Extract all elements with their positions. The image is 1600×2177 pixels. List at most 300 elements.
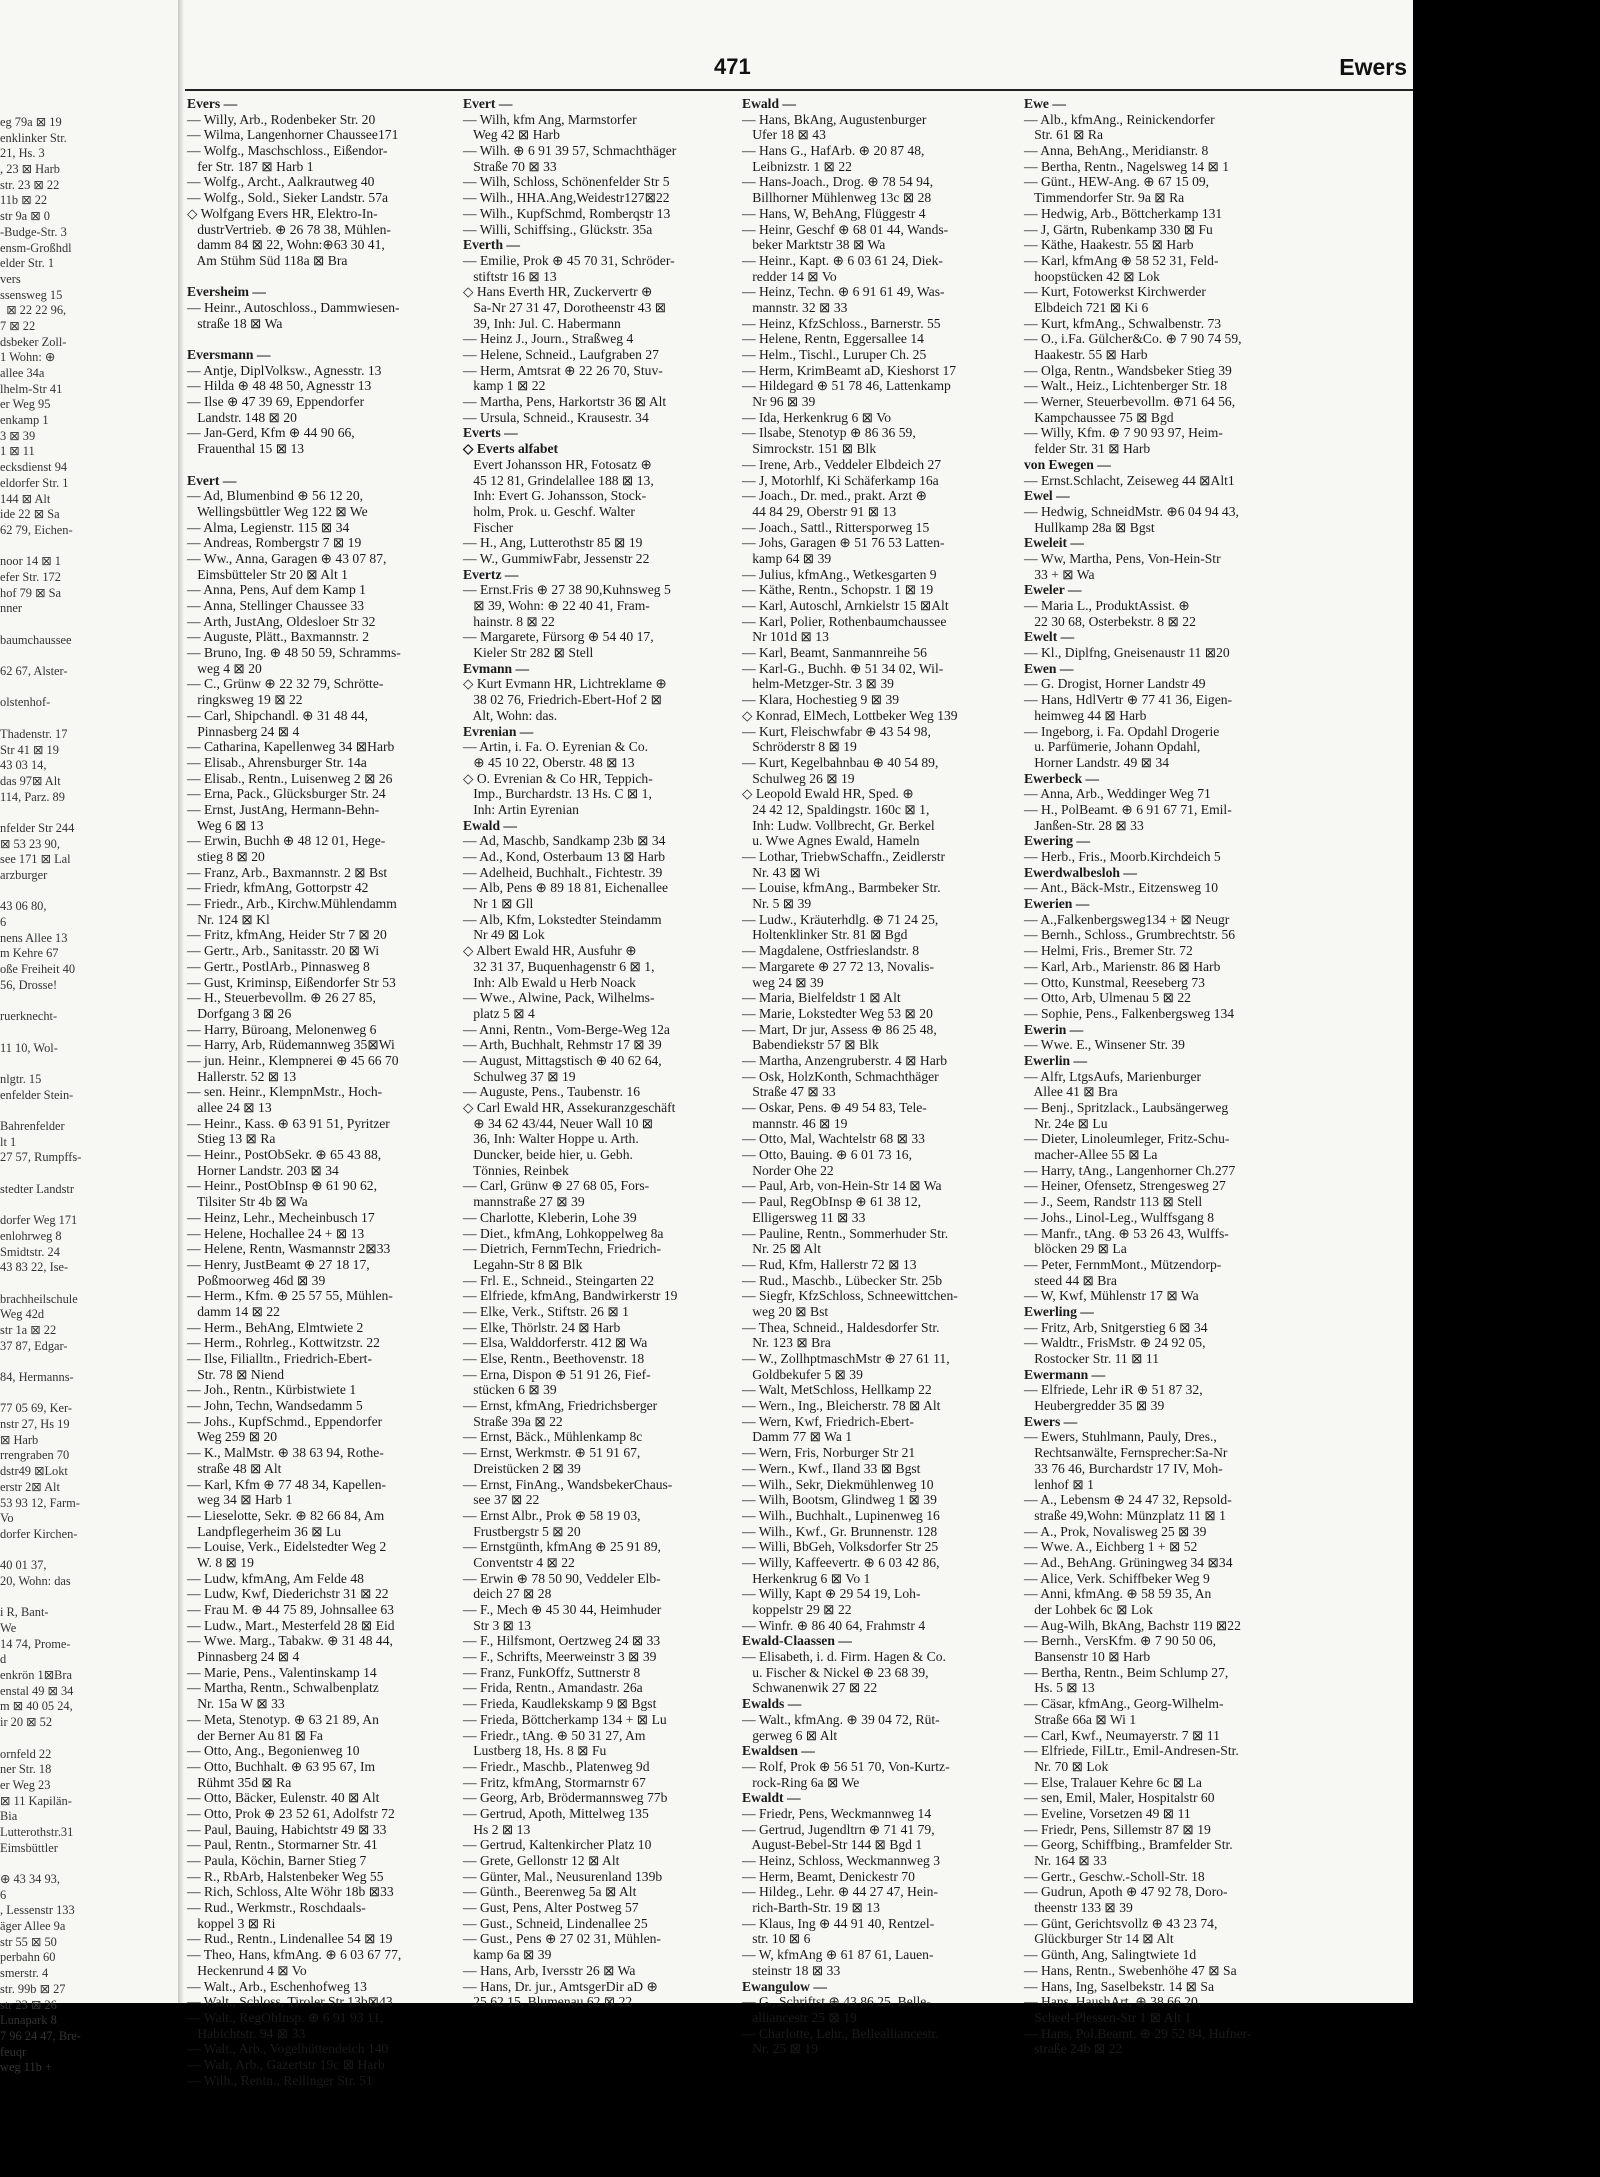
directory-entry-line: str 55 ⊠ 50 [0,1934,57,1949]
directory-entry-line: — Walt., Heiz., Lichtenberger Str. 18 [1024,378,1228,394]
directory-entry-line: — Günter, Mal., Neusurenland 139b [463,1868,663,1884]
directory-entry-line: — Elisab., Ahrensburger Str. 14a [187,754,367,770]
directory-entry-line: — Ernstgünth, kfmAng ⊕ 25 91 89, [463,1539,661,1555]
directory-entry-line: Ewald — [742,96,797,111]
directory-entry-line: Inh: Ludw. Vollbrecht, Gr. Berkel [742,817,935,833]
directory-entry-line: ⊠ 11 Kapilän- [0,1793,72,1808]
directory-entry-line: Eversheim — [187,284,266,300]
directory-entry-line: Ewering — [1024,833,1091,849]
directory-entry-line: Evert Johansson HR, Fotosatz ⊕ [463,456,652,472]
directory-entry-line: — Herm, Amtsrat ⊕ 22 26 70, Stuv- [463,362,663,378]
directory-entry-line: — Klara, Hochestieg 9 ⊠ 39 [742,692,900,708]
directory-entry-line: 144 ⊠ Alt [0,491,51,506]
directory-entry-line: u. Parfümerie, Johann Opdahl, [1024,739,1201,755]
directory-entry-line: — Georg, Arb, Brödermannsweg 77b [463,1790,668,1806]
directory-entry-line: Tilsiter Str 4b ⊠ Wa [187,1194,308,1210]
directory-entry-line: — Wern., Kwf., Iland 33 ⊠ Bgst [742,1460,921,1476]
directory-entry-line: Nr. 5 ⊠ 39 [742,896,812,912]
directory-entry-line: — Wwe. A., Eichberg 1 + ⊠ 52 [1024,1539,1198,1555]
directory-entry-line: Nr 101d ⊠ 13 [742,629,829,645]
directory-entry-line [0,805,178,821]
directory-entry-line: Ewald — [463,817,518,833]
directory-entry-line: — Wilh., Rentn., Rellinger Str. 51 [187,2072,373,2088]
directory-entry-line: Lustberg 18, Hs. 8 ⊠ Fu [463,1743,607,1759]
directory-entry-line: — Hildegard ⊕ 51 78 46, Lattenkamp [742,378,951,394]
directory-entry-line: — Wern, Fris, Norburger Str 21 [742,1445,916,1461]
directory-entry-line: Schulweg 37 ⊠ 19 [463,1068,576,1084]
directory-entry-line: — Günt, Gerichtsvollz ⊕ 43 23 74, [1024,1915,1218,1931]
directory-entry-line: äger Allee 9a [0,1919,66,1934]
directory-entry-line: Rechtsanwälte, Fernsprecher:Sa-Nr [1024,1445,1228,1461]
directory-entry-line: ◇ Carl Ewald HR, Assekuranzgeschäft [463,1100,676,1115]
directory-entry-line: ◇ Wolfgang Evers HR, Elektro-In- [187,205,378,221]
directory-entry-line: — Ernst, kfmAng, Friedrichsberger [463,1398,658,1414]
directory-entry-line [0,1056,178,1072]
directory-entry-line: — C., Grünw ⊕ 22 32 79, Schrötte- [187,676,384,692]
directory-entry-line: Inh: Evert G. Johansson, Stock- [463,488,647,504]
directory-entry-line: — W., ZollhptmaschMstr ⊕ 27 61 11, [742,1351,950,1366]
directory-entry-line: 62 79, Eichen- [0,522,73,537]
directory-entry-line: — O., i.Fa. Gülcher&Co. ⊕ 7 90 74 59, [1024,331,1242,347]
directory-entry-line: see 171 ⊠ Lal [0,852,71,867]
directory-entry-line: mannstr. 32 ⊠ 33 [742,299,848,315]
directory-entry-line: — Helene, Rentn, Wasmannstr 2⊠33 [187,1241,391,1257]
directory-entry-line: Babendiekstr 57 ⊠ Blk [742,1037,879,1053]
directory-entry-line: — W, kfmAng ⊕ 61 87 61, Lauen- [742,1947,934,1963]
directory-entry-line [0,1197,178,1213]
directory-entry-line: Ewermann — [1024,1366,1106,1382]
directory-entry-line [0,648,178,664]
directory-entry-line: — Ilse, Filialltn., Friedrich-Ebert- [187,1351,372,1366]
directory-entry-line: 32 31 37, Buquenhagenstr 6 ⊠ 1, [463,958,655,974]
directory-entry-line: — Hildeg., Lehr. ⊕ 44 27 47, Hein- [742,1884,939,1900]
directory-entry-line: — Wilma, Langenhorner Chaussee171 [187,127,399,143]
directory-entry-line: Thadenstr. 17 [0,726,68,741]
directory-entry-line: enkamp 1 [0,413,49,428]
directory-entry-line: — F., Mech ⊕ 45 30 44, Heimhuder [463,1602,662,1617]
directory-entry-line: 77 05 69, Ker- [0,1401,73,1416]
directory-entry-line: — Walt., Arb., Vogelhüttendeich 140 [187,2041,389,2057]
directory-entry-line: Am Stühm Süd 118a ⊠ Bra [187,252,348,268]
directory-entry-line: — Frida, Rentn., Amandastr. 26a [463,1680,643,1696]
directory-entry-line: — Joach., Dr. med., prakt. Arzt ⊕ [742,488,928,504]
directory-entry-line: Schwanenwik 27 ⊠ 22 [742,1680,878,1696]
directory-entry-line: str 1a ⊠ 22 [0,1322,57,1337]
directory-entry-line: — Ludw, Kwf, Diederichstr 31 ⊠ 22 [187,1586,389,1602]
directory-entry-line: weg 11b + [0,2060,52,2075]
directory-entry-line: — Mart, Dr jur, Assess ⊕ 86 25 48, [742,1021,937,1037]
directory-entry-line: — Winfr. ⊕ 86 40 64, Frahmstr 4 [742,1617,926,1633]
directory-entry-line: nfelder Str 244 [0,820,75,835]
directory-entry-line: — H., Ang, Lutterothstr 85 ⊠ 19 [463,535,643,551]
directory-entry-line: weg 4 ⊠ 20 [187,660,262,676]
directory-entry-line: das 97⊠ Alt [0,773,61,788]
directory-entry-line [0,680,178,696]
directory-entry-line: 7 96 24 47, Bre- [0,2028,81,2043]
directory-entry-line: 114, Parz. 89 [0,789,65,804]
directory-entry-line: eg 79a ⊠ 19 [0,115,62,129]
directory-entry-line: Imp., Burchardstr. 13 Hs. C ⊠ 1, [463,786,652,802]
directory-entry-line: — Otto, Ang., Begonienweg 10 [187,1743,360,1759]
directory-entry-line: — Eveline, Vorsetzen 49 ⊠ 11 [1024,1805,1191,1821]
directory-entry-line: stedter Landstr [0,1181,74,1196]
directory-entry-line: — Ernst, Werkmstr. ⊕ 51 91 67, [463,1445,641,1461]
directory-entry-line: ringksweg 19 ⊠ 22 [187,692,303,708]
directory-entry-line: Bia [0,1809,18,1824]
directory-entry-line: Holtenklinker Str. 81 ⊠ Bgd [742,927,908,943]
directory-entry-line: — Charlotte, Lehr., Bellealliancestr. [742,2025,939,2041]
directory-entry-line: Fischer [463,519,514,535]
directory-entry-line: — Frl. E., Schneid., Steingarten 22 [463,1272,655,1288]
directory-entry-line: Rostocker Str. 11 ⊠ 11 [1024,1351,1159,1366]
directory-entry-line: mannstraße 27 ⊠ 39 [463,1194,585,1210]
directory-entry-line: , 23 ⊠ Harb [0,162,60,177]
directory-entry-line: — Adelheid, Buchhalt., Fichtestr. 39 [463,864,663,880]
directory-entry-line: lt 1 [0,1134,17,1149]
directory-entry-line: nner [0,601,23,616]
directory-entry-line: — Walt, MetSchloss, Hellkamp 22 [742,1382,932,1398]
directory-entry-line: — Kl., Diplfng, Gneisenaustr 11 ⊠20 [1024,645,1230,661]
directory-entry-line: — Gertr., Geschw.-Scholl-Str. 18 [1024,1868,1205,1884]
directory-entry-line: — Alfr, LtgsAufs, Marienburger [1024,1068,1202,1084]
directory-entry-line: Leibnizstr. 1 ⊠ 22 [742,158,852,174]
directory-entry-line: Str. 61 ⊠ Ra [1024,127,1103,143]
directory-entry-line: — Franz, Arb., Baxmannstr. 2 ⊠ Bst [187,864,388,880]
directory-entry-line: er Weg 23 [0,1777,51,1792]
directory-entry-line: Hallerstr. 52 ⊠ 13 [187,1068,297,1084]
directory-entry-line: heimweg 44 ⊠ Harb [1024,707,1147,723]
directory-entry-line: — Otto, Arb, Ulmenau 5 ⊠ 22 [1024,990,1191,1006]
directory-entry-line: dstr49 ⊠Lokt [0,1464,68,1479]
directory-entry-line: lhelm-Str 41 [0,381,63,396]
directory-entry-line: — Wilh., Sekr, Diekmühlenweg 10 [742,1476,934,1492]
directory-entry-line: — Alb., kfmAng., Reinickendorfer [1024,111,1215,127]
directory-entry-line: — Werner, Steuerbevollm. ⊕71 64 56, [1024,394,1236,410]
directory-entry-line: — Marie, Pens., Valentinskamp 14 [187,1664,377,1680]
directory-entry-line: fer Str. 187 ⊠ Harb 1 [187,158,314,174]
directory-entry-line: Nr. 24e ⊠ Lu [1024,1115,1108,1131]
directory-entry-line: — Irene, Arb., Veddeler Elbdeich 27 [742,456,942,472]
directory-entry-line: — Gudrun, Apoth ⊕ 47 92 78, Doro- [1024,1884,1228,1900]
directory-entry-line: Rühmt 35d ⊠ Ra [187,1774,292,1790]
directory-entry-line: ⊕ 45 10 22, Oberstr. 48 ⊠ 13 [463,754,635,770]
directory-entry-line: — Günt., HEW-Ang. ⊕ 67 15 09, [1024,174,1210,190]
directory-entry-line: — K., MalMstr. ⊕ 38 63 94, Rothe- [187,1445,384,1461]
directory-entry-line: — Fritz, kfmAng, Stormarnstr 67 [463,1774,646,1790]
directory-entry-line: — Walt, Arb., Gazertstr 19c ⊠ Harb [187,2056,385,2072]
directory-entry-line: — Heinz, Schloss, Weckmannweg 3 [742,1853,940,1868]
directory-entry-line: ruerknecht- [0,1009,58,1024]
directory-entry-line: koppelstr 29 ⊠ 22 [742,1602,852,1617]
directory-entry-line: — Hans, W, BehAng, Flüggestr 4 [742,205,926,221]
directory-entry-line: ⊠ 39, Wohn: ⊕ 22 40 41, Fram- [463,598,650,613]
directory-entry-line: — W, Kwf, Mühlenstr 17 ⊠ Wa [1024,1288,1199,1304]
directory-entry-line: Alt, Wohn: das. [463,707,558,723]
directory-entry-line: dorfer Kirchen- [0,1526,78,1541]
directory-entry-line: — G. Drogist, Horner Landstr 49 [1024,676,1206,692]
directory-entry-line: macher-Allee 55 ⊠ La [1024,1147,1158,1163]
directory-entry-line: — Ernst Albr., Prok ⊕ 58 19 03, [463,1507,641,1523]
directory-entry-line: efer Str. 172 [0,569,61,584]
directory-entry-line: Vo [0,1511,14,1526]
directory-entry-line: allee 24 ⊠ 13 [187,1100,272,1115]
directory-entry-line: Ewel — [1024,488,1070,504]
directory-entry-line: — Lieselotte, Sekr. ⊕ 82 66 84, Am [187,1507,385,1523]
directory-entry-line: — Harry, Büroang, Melonenweg 6 [187,1021,377,1037]
directory-entry-line: — Erwin ⊕ 78 50 90, Veddeler Elb- [463,1570,661,1586]
directory-entry-line: — Else, Tralauer Kehre 6c ⊠ La [1024,1774,1202,1790]
directory-entry-line [0,617,178,633]
directory-entry-line: — Elsa, Walddorferstr. 412 ⊠ Wa [463,1335,648,1351]
directory-entry-line: — Theo, Hans, kfmAng. ⊕ 6 03 67 77, [187,1947,402,1963]
directory-entry-line: — R., RbArb, Halstenbeker Weg 55 [187,1868,384,1884]
directory-entry-line: Nr 1 ⊠ Gll [463,896,534,912]
directory-entry-line: steinstr 18 ⊠ 33 [742,1962,841,1978]
directory-entry-line: — Wolfg., Archt., Aalkrautweg 40 [187,174,375,190]
directory-entry-line: -Budge-Str. 3 [0,224,67,239]
directory-entry-line: — Hilda ⊕ 48 48 50, Agnesstr 13 [187,378,372,394]
directory-entry-line: — Hans, Ing, Saselbekstr. 14 ⊠ Sa [1024,1978,1214,1994]
directory-entry-line: — Emilie, Prok ⊕ 45 70 31, Schröder- [463,252,675,268]
directory-entry-line: Evert — [187,472,237,488]
directory-entry-line: nens Allee 13 [0,930,68,945]
directory-entry-line: — Heinr, Geschf ⊕ 68 01 44, Wands- [742,221,949,237]
directory-entry-line: platz 5 ⊠ 4 [463,1005,535,1021]
directory-entry-line: kamp 1 ⊠ 22 [463,378,546,394]
directory-entry-line: 56, Drosse! [0,977,58,992]
directory-entry-line: — J., Seem, Randstr 113 ⊠ Stell [1024,1194,1203,1210]
directory-entry-line: Bahrenfelder [0,1119,65,1133]
directory-entry-line: — Anni, Rentn., Vom-Berge-Weg 12a [463,1021,670,1037]
directory-entry-line: 24 42 12, Spaldingstr. 160c ⊠ 1, [742,801,930,817]
directory-entry-line: — Otto, Mal, Wachtelstr 68 ⊠ 33 [742,1131,925,1147]
directory-entry-line: 33 76 46, Burchardstr 17 IV, Moh- [1024,1460,1223,1476]
directory-entry-line: — Kurt, Fotowerkst Kirchwerder [1024,284,1206,300]
directory-entry-line: Herkenkrug 6 ⊠ Vo 1 [742,1570,871,1586]
directory-entry-line: oße Freiheit 40 [0,962,76,977]
directory-entry-line: — Elke, Thörlstr. 24 ⊠ Harb [463,1319,621,1335]
directory-entry-line: — Bruno, Ing. ⊕ 48 50 59, Schramms- [187,645,401,661]
directory-entry-line: — Fritz, Arb, Snitgerstieg 6 ⊠ 34 [1024,1319,1208,1335]
directory-entry-line: Ewerlin — [1024,1052,1088,1068]
directory-entry-line: 43 03 14, [0,758,47,773]
directory-entry-line: — Friedr., tAng. ⊕ 50 31 27, Am [463,1727,646,1743]
directory-entry-line: rich-Barth-Str. 19 ⊠ 13 [742,1900,880,1916]
directory-entry-line: ornfeld 22 [0,1746,52,1761]
directory-entry-line: — Henry, JustBeamt ⊕ 27 18 17, [187,1256,370,1272]
directory-entry-line: — Wilh., KupfSchmd, Romberqstr 13 [463,205,671,221]
directory-entry-line: nstr 27, Hs 19 [0,1417,70,1432]
directory-entry-line: — F., Schrifts, Meerweinstr 3 ⊠ 39 [463,1649,657,1665]
directory-entry-line: Ewerien — [1024,896,1090,912]
directory-entry-line: ⊠ Harb [0,1432,39,1447]
directory-entry-line [187,331,455,347]
directory-entry-line: — Johs., Linol-Leg., Wulffsgang 8 [1024,1209,1215,1225]
directory-entry-line: — Anna, Pens, Auf dem Kamp 1 [187,582,366,598]
directory-entry-line: weg 34 ⊠ Harb 1 [187,1492,293,1508]
directory-entry-line [0,539,178,555]
directory-entry-line: 62 67, Alster- [0,664,68,679]
directory-entry-line: Bansenstr 10 ⊠ Harb [1024,1649,1151,1665]
directory-entry-line: — sen, Emil, Maler, Hospitalstr 60 [1024,1790,1215,1806]
directory-entry-line: hof 79 ⊠ Sa [0,585,61,600]
directory-entry-line: weg 20 ⊠ Bst [742,1303,829,1319]
directory-entry-line: lenhof ⊠ 1 [1024,1476,1094,1492]
directory-entry-line: 27 57, Rumpffs- [0,1150,82,1165]
directory-entry-line: str 9a ⊠ 0 [0,209,50,224]
directory-entry-line: — Joh., Rentn., Kürbistwiete 1 [187,1382,357,1398]
directory-entry-line: u. Wwe Agnes Ewald, Hameln [742,833,920,849]
directory-entry-line: — Karl, Arb., Marienstr. 86 ⊠ Harb [1024,958,1221,974]
directory-entry-line: str. 99b ⊠ 27 [0,1981,66,1996]
directory-entry-line: Landstr. 148 ⊠ 20 [187,409,297,425]
directory-entry-line: — Klaus, Ing ⊕ 44 91 40, Rentzel- [742,1915,935,1931]
directory-entry-line: — Elke, Verk., Stiftstr. 26 ⊠ 1 [463,1303,629,1319]
directory-entry-line: Norder Ohe 22 [742,1162,834,1178]
directory-entry-line: nlgtr. 15 [0,1071,42,1086]
directory-entry-line: kamp 6a ⊠ 39 [463,1947,552,1963]
directory-entry-line: Nr 49 ⊠ Lok [463,927,545,943]
directory-entry-line: — Martha, Rentn., Schwalbenplatz [187,1680,379,1696]
directory-entry-line: Allee 41 ⊠ Bra [1024,1084,1118,1100]
directory-entry-line: 21, Hs. 3 [0,146,45,161]
directory-entry-line: str. 23 ⊠ 22 [0,177,60,192]
directory-entry-line: Tönnies, Reinbek [463,1162,569,1178]
directory-entry-line: koppel 3 ⊠ Ri [187,1915,276,1931]
directory-entry-line: Ewerbeck — [1024,770,1100,786]
directory-entry-line: der Lohbek 6c ⊠ Lok [1024,1602,1153,1617]
directory-entry-line: — Arth, JustAng, Oldesloer Str 32 [187,613,376,629]
directory-entry-line: Ewalds — [742,1696,802,1712]
directory-entry-line: — Wilh, Bootsm, Glindweg 1 ⊠ 39 [742,1492,937,1508]
directory-entry-line: elder Str. 1 [0,256,55,271]
directory-entry-line: — Arth, Buchhalt, Rehmstr 17 ⊠ 39 [463,1037,662,1053]
directory-entry-line: Str 41 ⊠ 19 [0,742,59,757]
directory-entry-line: Dorfgang 3 ⊠ 26 [187,1005,292,1021]
directory-entry-line: stücken 6 ⊠ 39 [463,1382,557,1398]
directory-entry-line: i R, Bant- [0,1605,49,1620]
directory-entry-line: — Friedr, kfmAng, Gottorpstr 42 [187,880,369,896]
directory-entry-line: — Catharina, Kapellenweg 34 ⊠Harb [187,739,395,755]
directory-entry-line: — Harry, tAng., Langenhorner Ch.277 [1024,1162,1236,1178]
directory-entry-line: Hs 2 ⊠ 13 [463,1821,531,1837]
directory-entry-line: — Walt., RegObInsp. ⊕ 6 91 93 11, [187,2009,384,2025]
directory-entry-line [0,1025,178,1041]
directory-entry-line: Legahn-Str 8 ⊠ Blk [463,1256,583,1272]
directory-column-3 [742,96,1018,2057]
directory-entry-line: Hs. 5 ⊠ 13 [1024,1680,1095,1696]
directory-entry-line: — Waldtr., FrisMstr. ⊕ 24 92 05, [1024,1335,1206,1351]
directory-entry-line: — Antje, DiplVolksw., Agnesstr. 13 [187,362,382,378]
directory-entry-line: — Paul, Rentn., Stormarner Str. 41 [187,1837,378,1853]
directory-entry-line: — Walt., Schloss, Tiroler Str 13b⊠43 [187,1994,393,2010]
directory-entry-line: Stieg 13 ⊠ Ra [187,1131,276,1147]
directory-entry-line: August-Bebel-Str 144 ⊠ Bgd 1 [742,1837,923,1853]
directory-entry-line: 40 01 37, [0,1558,47,1573]
directory-entry-line: — Karl, Beamt, Sanmannreihe 56 [742,645,927,661]
directory-entry-line: ⊕ 43 34 93, [0,1872,60,1886]
directory-entry-line: Dreistücken 2 ⊠ 39 [463,1460,581,1476]
directory-entry-line: stiftstr 16 ⊠ 13 [463,268,557,284]
directory-entry-line: — H., PolBeamt. ⊕ 6 91 67 71, Emil- [1024,801,1232,817]
directory-entry-line: — Gertr., Arb., Sanitasstr. 20 ⊠ Wi [187,943,380,959]
directory-entry-line: — Ludw., Kräuterhdlg. ⊕ 71 24 25, [742,911,939,927]
directory-entry-line: Lutterothstr.31 [0,1824,74,1839]
directory-entry-line: — Otto, Bauing. ⊕ 6 01 73 16, [742,1147,912,1163]
directory-entry-line: , Lessenstr 133 [0,1903,75,1918]
directory-entry-line: dorfer Weg 171 [0,1213,78,1228]
directory-entry-line: Eimsbüttler [0,1840,58,1855]
directory-entry-line: Frauenthal 15 ⊠ 13 [187,441,305,457]
directory-entry-line: Straße 39a ⊠ 22 [463,1413,563,1429]
directory-entry-line: Ewaldsen — [742,1743,815,1759]
directory-entry-line: Str 3 ⊠ 13 [463,1617,532,1633]
directory-entry-line: Nr. 70 ⊠ Lok [1024,1758,1109,1774]
directory-entry-line: weg 24 ⊠ 39 [742,974,824,990]
directory-entry-line: Wellingsbüttler Weg 122 ⊠ We [187,503,368,519]
directory-entry-line: — F., Hilfsmont, Oertzweg 24 ⊠ 33 [463,1633,661,1649]
directory-entry-line: — Anna, Stellinger Chaussee 33 [187,598,365,613]
directory-entry-line: — J, Motorhlf, Ki Schäferkamp 16a [742,472,939,488]
directory-entry-line [0,884,178,900]
directory-entry-line: — Willi, Schiffsing., Glückstr. 35a [463,221,653,237]
directory-entry-line: — Rud., Rentn., Lindenallee 54 ⊠ 19 [187,1931,393,1947]
directory-entry-line: — Cäsar, kfmAng., Georg-Wilhelm- [1024,1696,1224,1712]
directory-entry-line: — Gertrud, Jugendltrn ⊕ 71 41 79, [742,1821,935,1837]
page-number: 471 [714,54,751,79]
directory-entry-line: felder Str. 31 ⊠ Harb [1024,441,1151,457]
directory-entry-line [0,1543,178,1559]
directory-entry-line: 38 02 76, Friedrich-Ebert-Hof 2 ⊠ [463,692,663,708]
directory-entry-line [187,457,455,473]
directory-entry-line: Habichtstr. 94 ⊠ 33 [187,2025,306,2041]
directory-entry-line: — Karl, Autoschl, Arnkielstr 15 ⊠Alt [742,598,949,613]
directory-entry-line: — Willy, Kaffeevertr. ⊕ 6 03 42 86, [742,1554,940,1570]
directory-entry-line: Billhorner Mühlenweg 13c ⊠ 28 [742,190,932,206]
directory-entry-line: 45 12 81, Grindelallee 188 ⊠ 13, [463,472,654,488]
directory-entry-line: str. 10 ⊠ 6 [742,1931,811,1947]
directory-entry-line: — Maria L., ProduktAssist. ⊕ [1024,598,1190,613]
directory-entry-line [0,1590,178,1606]
directory-entry-line: blöcken 29 ⊠ La [1024,1241,1127,1257]
directory-entry-line: holm, Prok. u. Geschf. Walter [463,503,635,519]
directory-entry-line: 6 [0,1887,7,1902]
directory-entry-line: hainstr. 8 ⊠ 22 [463,613,555,629]
directory-entry-line: — Hans G., HafArb. ⊕ 20 87 48, [742,143,925,159]
directory-entry-line: — Ant., Bäck-Mstr., Eitzensweg 10 [1024,880,1219,896]
directory-entry-line: helm-Metzger-Str. 3 ⊠ 39 [742,676,894,692]
directory-entry-line: — Fritz, kfmAng, Heider Str 7 ⊠ 20 [187,927,387,943]
directory-entry-line: ecksdienst 94 [0,460,68,475]
directory-entry-line: Everth — [463,237,521,253]
directory-entry-line: — Gertr., PostlArb., Pinnasweg 8 [187,958,370,974]
directory-entry-line: — Herm, KrimBeamt aD, Kieshorst 17 [742,362,957,378]
directory-entry-line: — Rich, Schloss, Alte Wöhr 18b ⊠33 [187,1884,394,1900]
directory-entry-line: — Ernst, JustAng, Hermann-Behn- [187,801,380,817]
directory-column-1 [187,96,455,2088]
directory-entry-line: — Ilse ⊕ 47 39 69, Eppendorfer [187,394,365,410]
directory-entry-line: — Otto, Buchhalt. ⊕ 63 95 67, Im [187,1758,376,1774]
directory-entry-line: — Frieda, Böttcherkamp 134 + ⊠ Lu [463,1711,667,1727]
directory-entry-line: — Herm, Beamt, Denickestr 70 [742,1868,915,1884]
directory-entry-line: 84, Hermanns- [0,1370,74,1384]
directory-entry-line: — Margarete ⊕ 27 72 13, Novalis- [742,958,934,974]
directory-entry-line: — Herm., Rohrleg., Kottwitzstr. 22 [187,1335,380,1351]
directory-entry-line: Eversmann — [187,347,271,362]
directory-entry-line: — Gust, Pens, Alter Postweg 57 [463,1900,639,1916]
directory-entry-line: — Wwe. Marg., Tabakw. ⊕ 31 48 44, [187,1633,393,1649]
directory-entry-line: — Wwe., Alwine, Pack, Wilhelms- [463,990,655,1006]
